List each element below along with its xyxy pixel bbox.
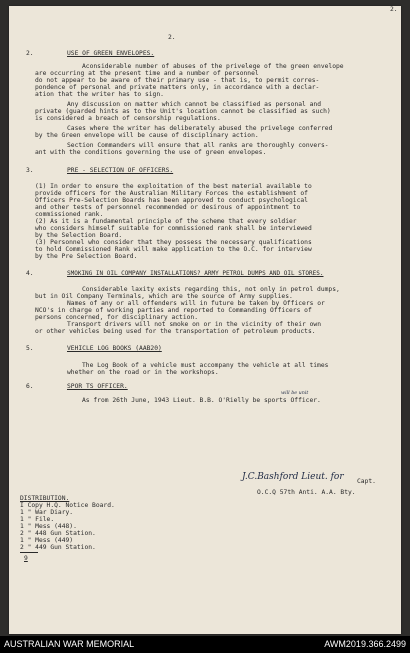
section-2-line: is considered a breach of censorship regulations.: [35, 115, 221, 122]
section-2-number: 2.: [26, 50, 34, 57]
section-5-heading: VEHICLE LOG BOOKS (AAB20): [67, 345, 162, 352]
archive-footer: [0, 636, 410, 653]
distribution-entry: 1 " File.: [20, 516, 55, 523]
archive-reference: AWM2019.366.2499: [324, 639, 406, 649]
section-2-line: Cases where the writer has deliberately abused the privelege conferred: [67, 125, 333, 132]
signature-title: O.C.Q 57th Anti. A.A. Bty.: [257, 489, 356, 496]
section-6-number: 6.: [26, 383, 34, 390]
section-6-line: As from 26th June, 1943 Lieut. B.B. O'Rielly be sports Officer.: [82, 397, 321, 404]
section-5-line: whether on the road or in the workshops.: [67, 369, 219, 376]
section-4-line: or other vehicles being used for the transportation of petroleum products.: [35, 328, 316, 335]
section-5-number: 5.: [26, 345, 34, 352]
section-3-line: commissioned rank.: [35, 211, 104, 218]
signature-rank: Capt.: [357, 478, 376, 485]
distribution-total: 9: [24, 555, 28, 562]
section-3-line: by the Pre Selection Board.: [35, 253, 138, 260]
section-4-line: Transport drivers will not smoke on or in the vicinity of their own: [67, 321, 322, 328]
section-3-line: and other tests of personnel recommended or desirous of appointment to: [35, 204, 301, 211]
section-2-line: by the Green envelope will be cause of disciplinary action.: [35, 132, 259, 139]
distribution-entry: 1 " War Diary.: [20, 509, 74, 516]
page-number-right: 2.: [390, 6, 398, 13]
distribution-entry: 2 " 448 Gun Station.: [20, 530, 96, 537]
section-4-number: 4.: [26, 270, 34, 277]
distribution-heading: DISTRIBUTION.: [20, 495, 70, 502]
section-2-line: Aconsiderable number of abuses of the privelege of the green envelope: [82, 63, 344, 70]
section-3-line: provide officers for the Australian Military Forces the establishment of: [35, 190, 308, 197]
section-3-line: (2) As it is a fundamental principle of the scheme that every soldier: [35, 218, 297, 225]
section-3-line: Officers Pre-Selection Boards has been approved to conduct psychological: [35, 197, 308, 204]
signature: J.C.Bashford Lieut. for: [242, 472, 344, 482]
distribution-entry: 2 " 449 Gun Station.: [20, 544, 96, 551]
archive-name: AUSTRALIAN WAR MEMORIAL: [4, 639, 135, 649]
section-3-line: (1) In order to ensure the exploitation of the best material available to: [35, 183, 312, 190]
handwritten-insert: will be unit: [281, 391, 309, 396]
section-4-line: Considerable laxity exists regarding this, not only in petrol dumps,: [82, 286, 340, 293]
section-2-line: pondence of personal and private matters only, in accordance with a declar-: [35, 84, 320, 91]
section-3-line: who considers himself suitable for commissioned rank shall be interviewed: [35, 225, 312, 232]
section-2-line: ant with the conditions governing the use of green envelopes.: [35, 149, 267, 156]
section-2-heading: USE OF GREEN ENVELOPES.: [67, 50, 155, 57]
page-number-top: 2.: [168, 34, 176, 41]
section-2-line: ation that the writer has to sign.: [35, 91, 164, 98]
distribution-entry: I Copy H.Q. Notice Board.: [20, 502, 115, 509]
section-2-line: are occurring at the present time and a number of personnel: [35, 70, 259, 77]
section-2-line: Section Commanders will ensure that all ranks are thoroughly convers-: [67, 142, 329, 149]
section-4-line: NCO's in charge of working parties and reported to Commanding Officers of: [35, 307, 312, 314]
section-5-line: The Log Book of a vehicle must accompany the vehicle at all times: [82, 362, 329, 369]
section-2-line: do not appear to be aware of their primary use - that is, to permit corres-: [35, 77, 320, 84]
distribution-total-rule: [20, 552, 38, 553]
section-2-line: private (guarded hints as to the Unit's location cannot be classified as such): [35, 108, 331, 115]
section-2-line: Any discussion on matter which cannot be classified as personal and: [67, 101, 322, 108]
section-4-line: but in Oil Company Terminals, which are the source of Army supplies.: [35, 293, 293, 300]
section-4-heading: SMOKING IN OIL COMPANY INSTALLATIONS? ARMY PETROL DUMPS AND OIL STORES.: [67, 270, 324, 277]
distribution-entry: 1 " Mess (448).: [20, 523, 77, 530]
document-page: [9, 6, 401, 634]
section-3-line: to hold Commissioned Rank will make application to the O.C. for interview: [35, 246, 312, 253]
distribution-entry: 1 " Mess (449): [20, 537, 74, 544]
section-4-line: persons concerned, for disciplinary action.: [35, 314, 199, 321]
section-3-number: 3.: [26, 167, 34, 174]
section-3-line: by the Selection Board.: [35, 232, 123, 239]
section-3-heading: PRE - SELECTION OF OFFICERS.: [67, 167, 174, 174]
section-6-heading: SPOR TS OFFICER.: [67, 383, 128, 390]
section-4-line: Names of any or all offenders will in future be taken by Officers or: [67, 300, 325, 307]
section-3-line: (3) Personnel who consider that they possess the necessary qualifications: [35, 239, 312, 246]
